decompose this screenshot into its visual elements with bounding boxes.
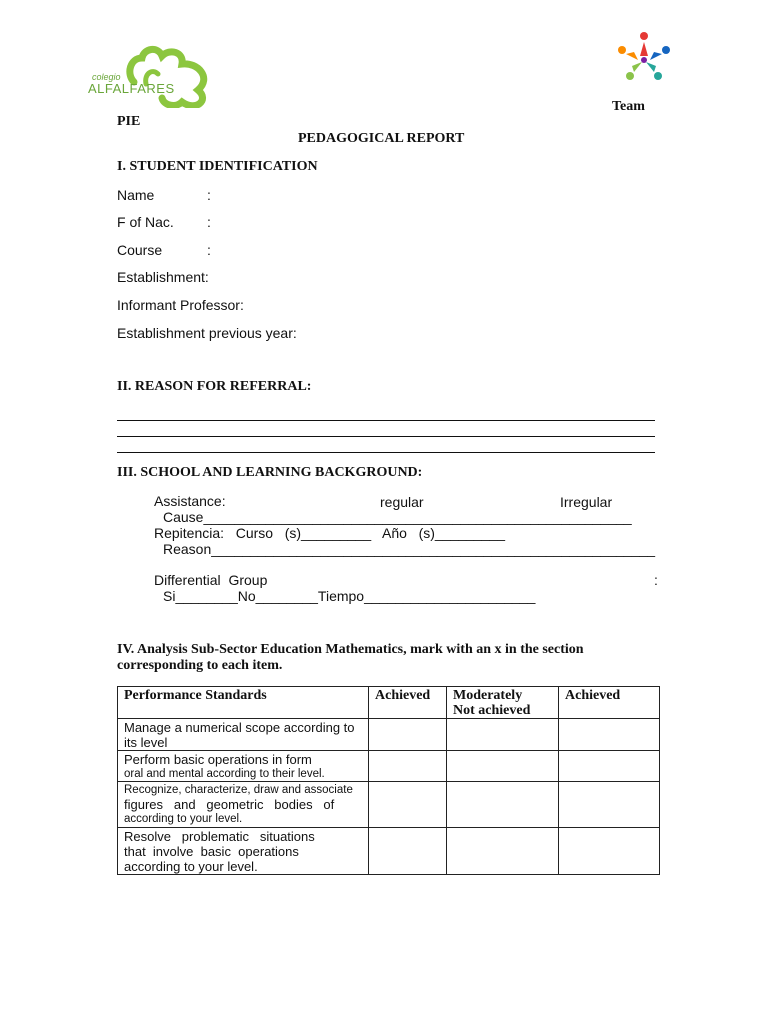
- header-performance-standards: Performance Standards: [118, 687, 369, 719]
- standard-cell: [118, 828, 369, 875]
- field-course-colon: :: [207, 242, 211, 258]
- table-row: [118, 751, 660, 782]
- header-moderately-not-achieved: [447, 687, 559, 719]
- section3-heading: III. SCHOOL AND LEARNING BACKGROUND:: [117, 465, 423, 480]
- header-moderately-not-achieved-text: Moderately Not achieved: [453, 688, 533, 718]
- table-row: [118, 782, 660, 828]
- field-establishment-label: Establishment:: [117, 269, 209, 285]
- people-circle-icon: [612, 30, 676, 88]
- standard-text: that involve basic operations: [124, 844, 299, 859]
- colegio-alfalfares-logo: [86, 44, 216, 108]
- field-name-label: Name: [117, 187, 155, 203]
- section4-heading-line2: corresponding to each item.: [117, 658, 283, 673]
- logo-small-text: colegio: [92, 72, 121, 82]
- achieved-cell[interactable]: [369, 828, 447, 875]
- field-previous-establishment-label: Establishment previous year:: [117, 325, 297, 341]
- field-course-label: Course: [117, 242, 163, 258]
- standard-cell: [118, 751, 369, 782]
- assistance-regular: regular: [380, 494, 424, 510]
- not-achieved-cell[interactable]: [559, 828, 660, 875]
- achieved-cell[interactable]: [369, 751, 447, 782]
- assistance-irregular: Irregular: [560, 494, 613, 510]
- repitencia-line: Repitencia: Curso (s)_________ Año (s)_________: [154, 525, 505, 541]
- referral-line-3: [117, 452, 655, 453]
- standard-text: Resolve problematic situations: [124, 829, 315, 844]
- field-name-colon: :: [207, 187, 211, 203]
- not-achieved-cell[interactable]: [559, 751, 660, 782]
- header-achieved-2: Achieved: [559, 687, 660, 719]
- team-logo: [612, 30, 676, 88]
- field-informant-label: Informant Professor:: [117, 297, 244, 313]
- page-title: PEDAGOGICAL REPORT: [298, 131, 465, 146]
- achieved-cell[interactable]: [369, 782, 447, 828]
- standard-cell: [118, 782, 369, 828]
- field-birth-label: F of Nac.: [117, 214, 174, 230]
- moderately-cell[interactable]: [447, 828, 559, 875]
- standard-text: oral and mental according to their level.: [124, 768, 325, 780]
- table-row: [118, 719, 660, 751]
- section2-heading: II. REASON FOR REFERRAL:: [117, 379, 312, 394]
- achieved-cell[interactable]: [369, 719, 447, 751]
- referral-line-2: [117, 436, 655, 437]
- standard-text: figures and geometric bodies of: [124, 797, 335, 812]
- standard-text: Recognize, characterize, draw and associate: [124, 784, 353, 796]
- standard-text: according to your level.: [124, 813, 243, 825]
- section4-heading-line1: IV. Analysis Sub-Sector Education Mathematics, mark with an x in the section: [117, 642, 584, 657]
- cause-line: Cause_______________________________________________________: [163, 509, 632, 525]
- header-achieved: Achieved: [369, 687, 447, 719]
- table-row: [118, 828, 660, 875]
- team-label: Team: [612, 99, 645, 114]
- reason-line: Reason_________________________________________________________: [163, 541, 656, 557]
- differential-group-label: Differential Group: [154, 572, 268, 588]
- standard-text: Manage a numerical scope according to its level: [124, 720, 355, 750]
- assistance-label: Assistance:: [154, 493, 226, 509]
- standard-cell: [118, 719, 369, 751]
- table-header-row: [118, 687, 660, 719]
- logo-name-text: ALFALFARES: [88, 81, 175, 96]
- standard-text: Perform basic operations in form: [124, 752, 312, 767]
- standard-text: according to your level.: [124, 859, 258, 874]
- performance-standards-table: [117, 686, 660, 875]
- not-achieved-cell[interactable]: [559, 782, 660, 828]
- moderately-cell[interactable]: [447, 782, 559, 828]
- referral-line-1: [117, 420, 655, 421]
- field-birth-colon: :: [207, 214, 211, 230]
- section1-heading: I. STUDENT IDENTIFICATION: [117, 159, 318, 174]
- pie-label: PIE: [117, 114, 141, 129]
- not-achieved-cell[interactable]: [559, 719, 660, 751]
- moderately-cell[interactable]: [447, 751, 559, 782]
- differential-group-colon: :: [654, 572, 658, 588]
- si-no-tiempo-line: Si________No________Tiempo______________________: [163, 588, 536, 604]
- moderately-cell[interactable]: [447, 719, 559, 751]
